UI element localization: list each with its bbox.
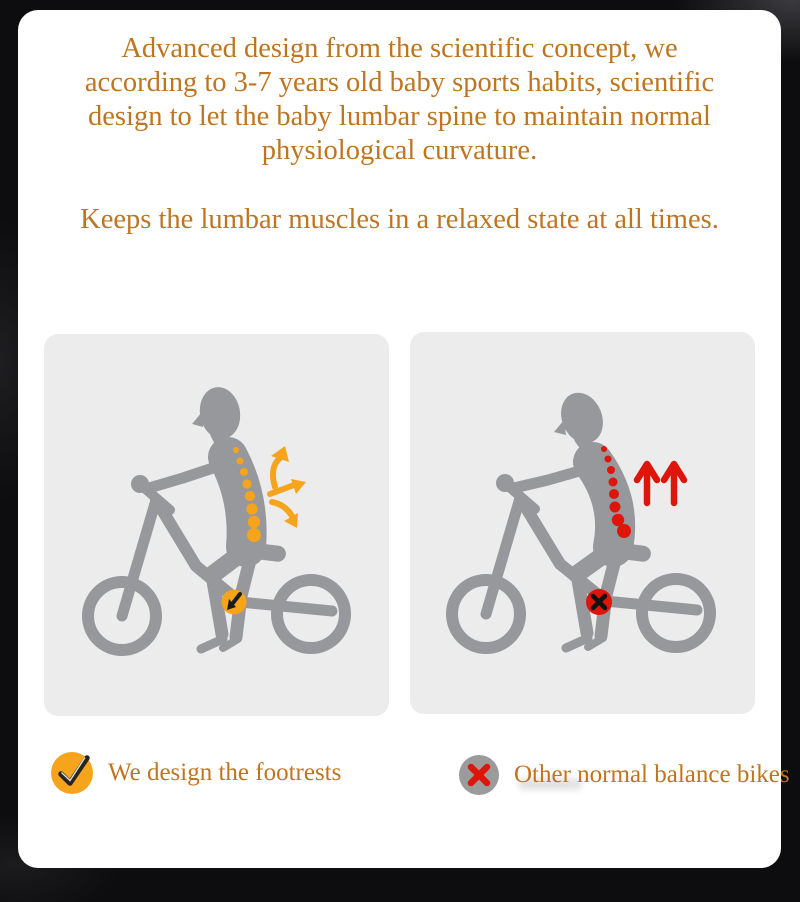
hand: [507, 482, 519, 494]
footrest-marker-icon: [222, 590, 247, 615]
bike-rider-good-posture-illustration: [44, 334, 389, 716]
bike-rider-bad-posture-illustration: [410, 332, 755, 714]
flex-arrows-icon: [270, 446, 306, 528]
legend-label-our-design: We design the footrests: [108, 759, 342, 786]
subheading: Keeps the lumbar muscles in a relaxed state at all times.: [80, 204, 719, 235]
frame-tube: [520, 498, 602, 598]
rear-stay: [605, 601, 697, 610]
cross-icon: [458, 754, 500, 796]
heading-line: physiological curvature.: [261, 135, 538, 166]
rear-stay: [240, 602, 332, 611]
heading-line: according to 3-7 years old baby sports habits, scientific: [84, 67, 715, 98]
panel-other-bikes: [410, 332, 755, 714]
nose: [554, 420, 566, 435]
heading-line: design to let the baby lumbar spine to maintain normal: [88, 101, 711, 132]
check-icon: [50, 751, 94, 795]
arm: [514, 468, 590, 488]
frame-tube: [156, 500, 237, 600]
content-card: [18, 10, 790, 868]
heading-line: Advanced design from the scientific concept, we: [121, 33, 678, 64]
head: [554, 386, 611, 449]
no-footrest-marker-icon: [586, 589, 612, 615]
heading: [18, 32, 781, 168]
head: [196, 384, 244, 442]
up-arrows-icon: [637, 464, 684, 503]
panel-our-design: [44, 334, 389, 716]
legend-label-other-bikes: Other normal balance bikes: [514, 761, 790, 788]
hand: [142, 482, 154, 494]
nose: [192, 412, 203, 427]
legend-other-bikes: [458, 752, 790, 798]
legend-our-design: [50, 750, 341, 796]
arm: [149, 464, 225, 488]
